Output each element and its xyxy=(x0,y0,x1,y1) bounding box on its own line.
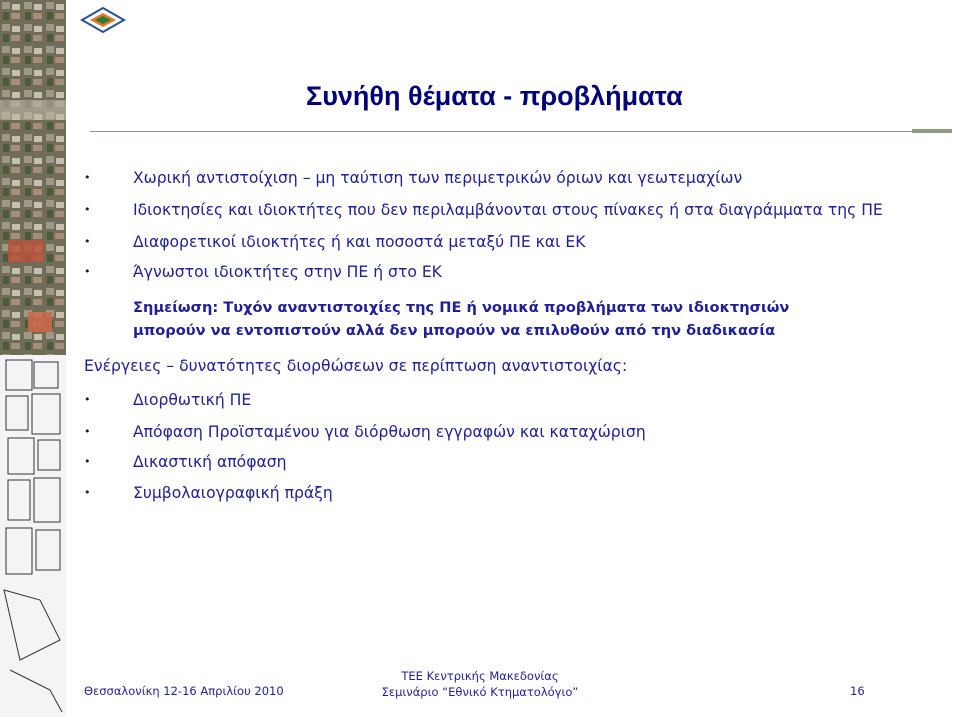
sidebar-map-image xyxy=(0,0,66,717)
bullet-icon: • xyxy=(84,265,91,278)
slide-title: Συνήθη θέματα - προβλήματα xyxy=(306,81,683,111)
bullet-icon: • xyxy=(84,235,91,248)
note-line-2: μπορούν να εντοπιστούν αλλά δεν μπορούν να επιλυθούν από την διαδικασία xyxy=(133,322,776,339)
bullet-icon: • xyxy=(84,486,91,499)
bullet-icon: • xyxy=(84,203,91,216)
note-line-1: Σημείωση: Τυχόν αναντιστοιχίες της ΠΕ ή νομικά προβλήματα των ιδιοκτησιών xyxy=(133,299,790,316)
footer-organizer-line-1: ΤΕΕ Κεντρικής Μακεδονίας xyxy=(401,669,559,683)
footer-organizer xyxy=(330,668,630,700)
actions-heading: Ενέργειες – δυνατότητες διορθώσεων σε περίπτωση αναντιστοιχίας: xyxy=(84,357,628,375)
footer-organizer-line-2: Σεμινάριο “Εθνικό Κτηματολόγιο” xyxy=(381,685,579,699)
bullet-icon: • xyxy=(84,455,91,468)
bullet-icon: • xyxy=(84,393,91,406)
bullet-icon: • xyxy=(84,171,91,184)
footer-location-date: Θεσσαλονίκη 12-16 Απριλίου 2010 xyxy=(84,684,284,698)
cadastral-map-graphic xyxy=(0,0,66,717)
page-number: 16 xyxy=(850,684,865,698)
logo-icon xyxy=(80,6,126,36)
bullet-icon: • xyxy=(84,425,91,438)
title-divider xyxy=(90,128,952,134)
